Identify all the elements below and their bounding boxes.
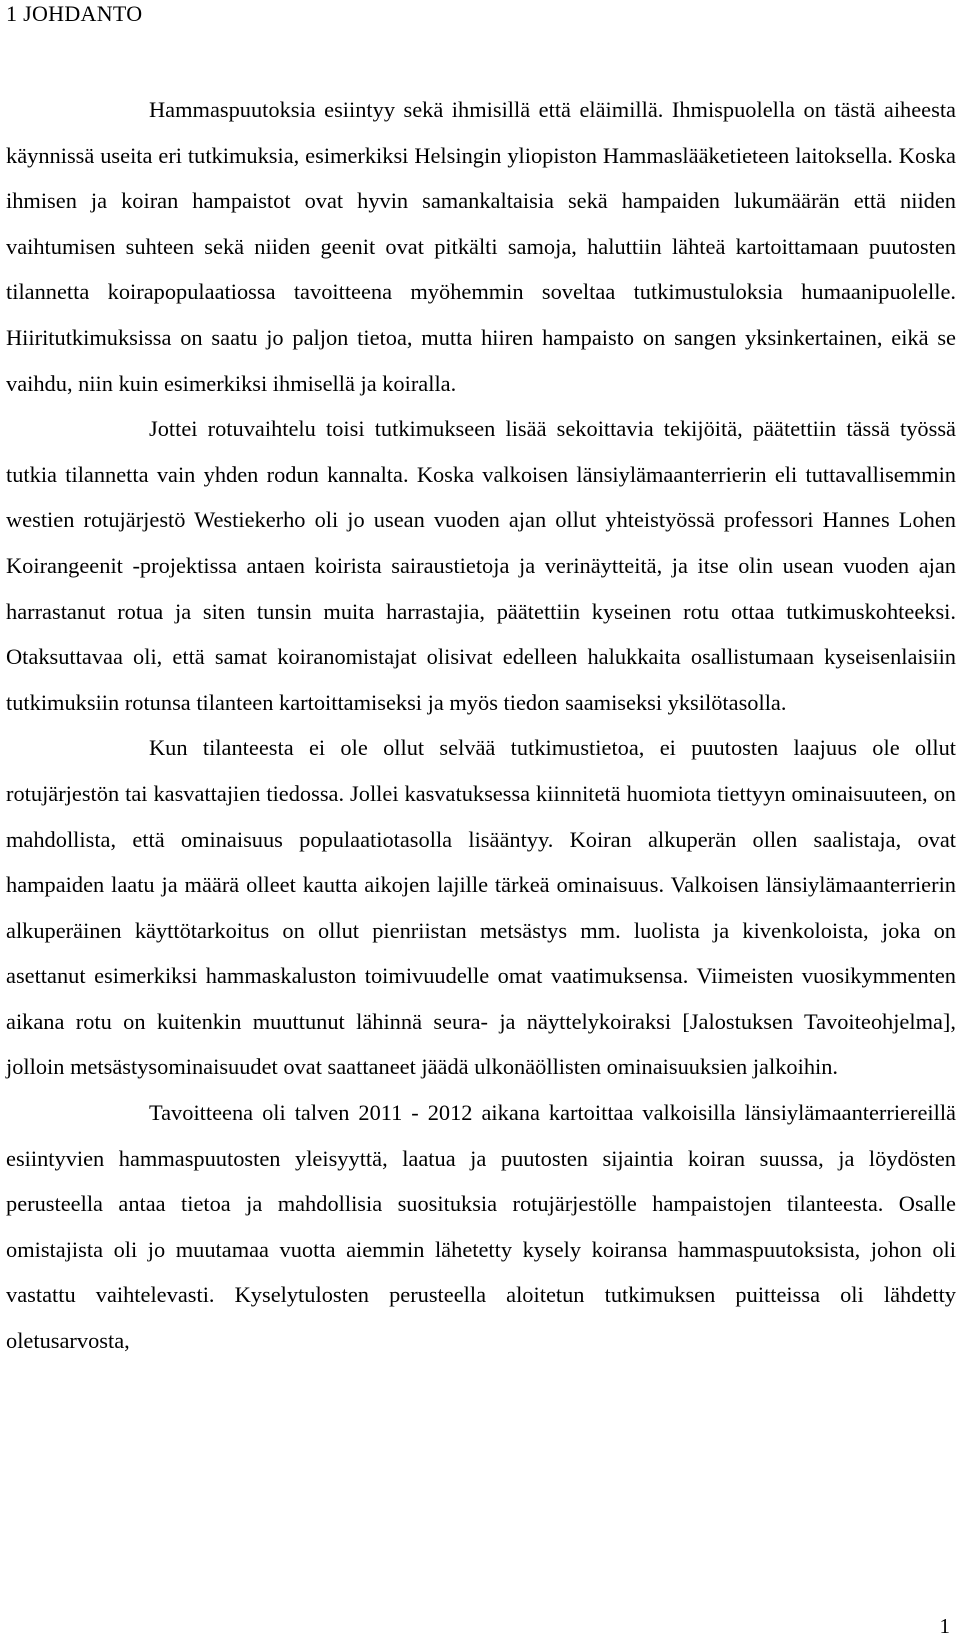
paragraph: Kun tilanteesta ei ole ollut selvää tutkimustietoa, ei puutosten laajuus ole ollut rotujärjestön tai kasvattajien tiedossa. Jollei kasvatuksessa kiinnitetä huomiota tiettyyn ominaisuuteen, on mahdollista, että ominaisuus populaatiotasolla lisääntyy. Koiran alkuperän ollen saalistaja, ovat hampaiden laatu ja määrä olleet kautta aikojen lajille tärkeä ominaisuus. Valkoisen länsiylämaanterrierin alkuperäinen käyttötarkoitus on ollut pienriistan metsästys mm. luolista ja kivenkoloista, joka on asettanut esimerkiksi hammaskaluston toimivuudelle omat vaatimuksensa. Viimeisten vuosikymmenten aikana rotu on kuitenkin muuttunut lähinnä seura- ja näyttelykoiraksi [Jalostuksen Tavoiteohjelma], jolloin metsästysominaisuudet ovat saattaneet jäädä ulkonäöllisten ominaisuuksien jalkoihin. bbox=[6, 735, 956, 1080]
paragraph: Tavoitteena oli talven 2011 - 2012 aikana kartoittaa valkoisilla länsiylämaanterriereillä esiintyvien hammaspuutosten yleisyyttä, laatua ja puutosten sijaintia koiran suussa, ja löydösten perusteella antaa tietoa ja mahdollisia suosituksia rotujärjestölle hampaistojen tilanteesta. Osalle omistajista oli jo muutamaa vuotta aiemmin lähetetty kysely koiransa hammaspuutoksista, johon oli vastattu vaihtelevasti. Kyselytulosten perusteella aloitetun tutkimuksen puitteissa oli lähdetty oletusarvosta, bbox=[6, 1100, 956, 1354]
paragraph: Jottei rotuvaihtelu toisi tutkimukseen lisää sekoittavia tekijöitä, päätettiin tässä työssä tutkia tilannetta vain yhden rodun kannalta. Koska valkoisen länsiylämaanterrierin eli tuttavallisemmin westien rotujärjestö Westiekerho oli jo usean vuoden ajan ollut yhteistyössä professori Hannes Lohen Koirangeenit -projektissa antaen koirista sairaustietoja ja verinäytteitä, ja itse olin usean vuoden ajan harrastanut rotua ja siten tunsin muita harrastajia, päätettiin kyseinen rotu ottaa tutkimuskohteeksi. Otaksuttavaa oli, että samat koiranomistajat olisivat edelleen halukkaita osallistumaan kyseisenlaisiin tutkimuksiin rotunsa tilanteen kartoittamiseksi ja myös tiedon saamiseksi yksilötasolla. bbox=[6, 416, 956, 715]
body-text bbox=[6, 87, 956, 1364]
chapter-heading: 1 JOHDANTO bbox=[6, 1, 143, 26]
page-number: 1 bbox=[939, 1614, 950, 1638]
paragraph: Hammaspuutoksia esiintyy sekä ihmisillä että eläimillä. Ihmispuolella on tästä aiheesta käynnissä useita eri tutkimuksia, esimerkiksi Helsingin yliopiston Hammaslääketieteen laitoksella. Koska ihmisen ja koiran hampaistot ovat hyvin samankaltaisia sekä hampaiden lukumäärän että niiden vaihtumisen suhteen sekä niiden geenit ovat pitkälti samoja, haluttiin lähteä kartoittamaan puutosten tilannetta koirapopulaatiossa tavoitteena myöhemmin soveltaa tutkimustuloksia humaanipuolelle. Hiiritutkimuksissa on saatu jo paljon tietoa, mutta hiiren hampaisto on sangen yksinkertainen, eikä se vaihdu, niin kuin esimerkiksi ihmisellä ja koiralla. bbox=[6, 97, 956, 396]
